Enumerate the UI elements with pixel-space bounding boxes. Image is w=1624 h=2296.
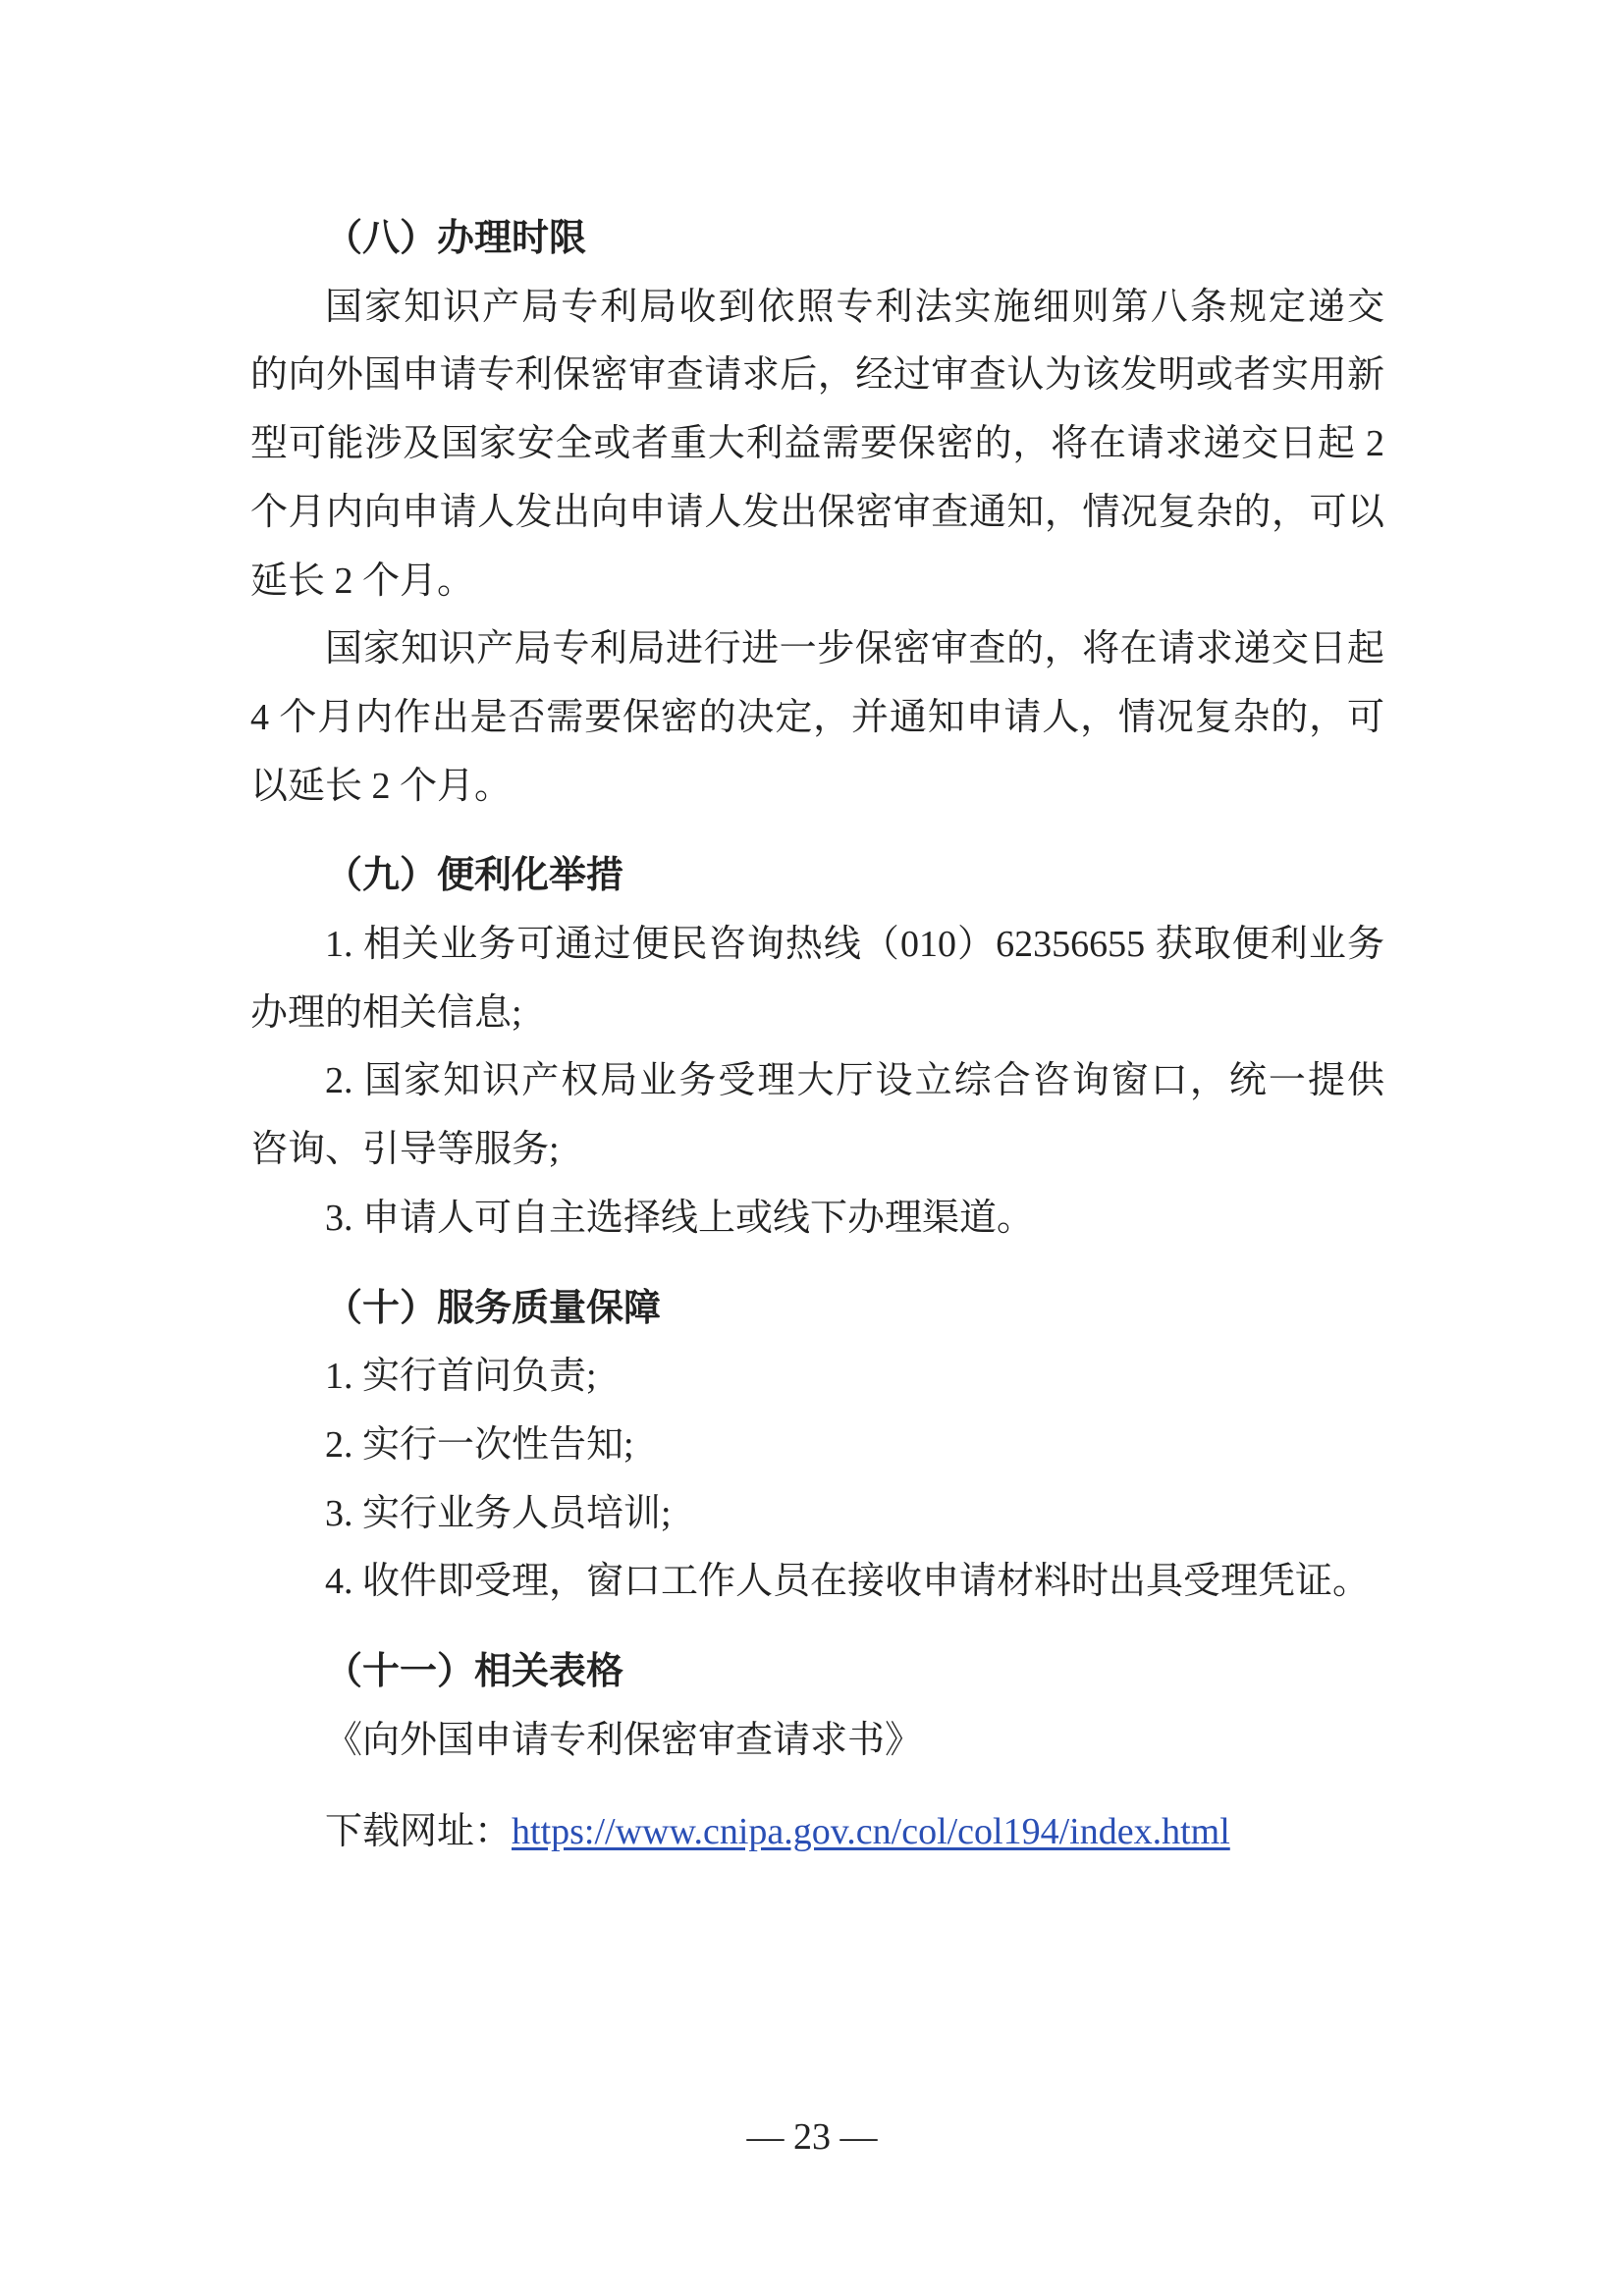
text-line: 3. 申请人可自主选择线上或线下办理渠道。 — [325, 1197, 1035, 1239]
text-line: 个月内向申请人发出向申请人发出保密审查通知，情况复杂的，可以 — [250, 491, 1384, 533]
section-service-quality — [250, 1275, 1384, 1618]
page-number: — 23 — — [746, 2116, 878, 2158]
text-line: 2. 国家知识产权局业务受理大厅设立综合咨询窗口，统一提供 — [325, 1060, 1384, 1102]
list-item — [250, 1548, 1384, 1617]
list-item — [250, 911, 1384, 1047]
list-item — [250, 1185, 1384, 1254]
section-convenience-measures — [250, 842, 1384, 1253]
text-line: 4. 收件即受理，窗口工作人员在接收申请材料时出具受理凭证。 — [325, 1561, 1371, 1603]
paragraph — [250, 615, 1384, 821]
text-line: 型可能涉及国家安全或者重大利益需要保密的，将在请求递交日起 2 — [250, 423, 1384, 465]
text-line: 1. 实行首问负责; — [325, 1356, 597, 1398]
download-link[interactable]: https://www.cnipa.gov.cn/col/col194/index.html — [512, 1811, 1230, 1853]
list-item — [250, 1412, 1384, 1480]
paragraph — [250, 274, 1384, 616]
section-heading: （八）办理时限 — [325, 218, 587, 259]
list-item — [250, 1343, 1384, 1412]
list-item — [250, 1047, 1384, 1184]
text-line: 4 个月内作出是否需要保密的决定，并通知申请人，情况复杂的，可 — [250, 696, 1384, 738]
download-label: 下载网址： — [325, 1811, 513, 1853]
text-line: 办理的相关信息; — [250, 991, 522, 1034]
section-processing-time-limit — [250, 205, 1384, 821]
text-line: 的向外国申请专利保密审查请求后，经过审查认为该发明或者实用新 — [250, 354, 1384, 397]
text-line: 1. 相关业务可通过便民咨询热线（010）62356655 获取便利业务 — [325, 924, 1384, 966]
text-line: 3. 实行业务人员培训; — [325, 1492, 672, 1534]
paragraph — [250, 1707, 1384, 1776]
document-body — [250, 205, 1384, 1867]
text-line: 以延长 2 个月。 — [250, 765, 513, 807]
section-heading: （九）便利化举措 — [325, 855, 624, 897]
download-line — [250, 1798, 1384, 1867]
text-line: 国家知识产局专利局进行进一步保密审查的，将在请求递交日起 — [325, 628, 1384, 670]
text-line: 国家知识产局专利局收到依照专利法实施细则第八条规定递交 — [325, 286, 1384, 328]
section-related-forms — [250, 1638, 1384, 1867]
form-title: 《向外国申请专利保密审查请求书》 — [325, 1719, 923, 1761]
text-line: 2. 实行一次性告知; — [325, 1423, 634, 1466]
section-heading: （十一）相关表格 — [325, 1651, 624, 1693]
text-line: 咨询、引导等服务; — [250, 1129, 560, 1171]
list-item — [250, 1480, 1384, 1549]
section-heading: （十）服务质量保障 — [325, 1287, 662, 1329]
text-line: 延长 2 个月。 — [250, 560, 475, 602]
